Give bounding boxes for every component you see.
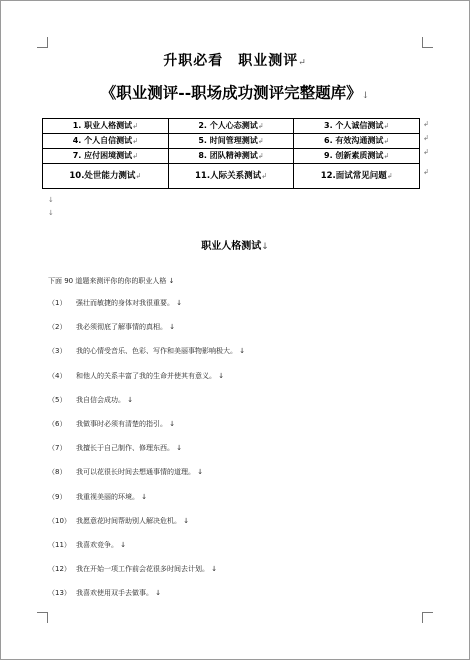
list-item [48,588,161,598]
list-item [48,540,126,550]
table-cell-4[interactable]: 4. 个人自信测试↲ [43,134,169,149]
crop-mark-top-left [37,37,48,48]
question-number: （9） [48,492,67,501]
question-text: 我可以花很长时间去想通事情的道理。 ↓ [76,468,204,477]
table-cell-2[interactable]: 2. 个人心态测试↲ [168,119,294,134]
list-item [48,467,203,477]
list-item [48,322,175,332]
row-end-mark: ↲ [423,148,429,156]
row-end-mark: ↲ [423,120,429,128]
question-text: 和他人的关系丰富了我的生命并使其有意义。 ↓ [76,371,225,380]
question-number: （7） [48,444,67,453]
question-text: 我喜欢使用双手去做事。 ↓ [76,589,162,598]
question-number: （11） [48,541,71,549]
question-text: 我重视美丽的环境。 ↓ [76,492,148,501]
crop-mark-bottom-left [37,612,48,623]
question-number: （1） [48,299,67,307]
document-title-text: 升职必看 职业测评 [163,53,299,69]
question-text: 我自信会成功。 ↓ [76,395,134,404]
table-cell-12[interactable]: 12.面试常见问题↲ [294,164,420,189]
question-number: （10） [48,516,71,525]
list-item [48,395,133,405]
question-number: （13） [48,589,71,598]
row-end-mark: ↲ [423,168,429,176]
table-cell-8[interactable]: 8. 团队精神测试↲ [168,149,294,164]
table-row [43,134,420,149]
paragraph-mark: ↓ [361,91,370,101]
question-number: （5） [48,395,67,404]
question-text: 我愿意花时间帮助别人解决危机。 ↓ [76,516,190,525]
question-text: 我喜欢竞争。 ↓ [76,541,127,549]
question-text: 我的心情受音乐、色彩、写作和美丽事物影响极大。 ↓ [76,347,246,356]
question-text: 我做事时必须有清楚的指引。 ↓ [76,420,176,428]
crop-mark-bottom-right [422,612,433,623]
question-text: 我必须彻底了解事情的真相。 ↓ [76,323,176,332]
paragraph-mark: ↓ [48,209,54,217]
question-text: 强壮而敏捷的身体对我很重要。 ↓ [76,299,183,307]
table-row [43,149,420,164]
table-cell-11[interactable]: 11.人际关系测试↲ [168,164,294,189]
intro-text: 下面 90 道题来测评你的你的职业人格 ↓ [48,277,175,285]
question-number: （2） [48,323,67,332]
list-item [48,492,147,502]
test-menu-table [42,118,420,189]
table-cell-7[interactable]: 7. 应付困境测试↲ [43,149,169,164]
question-number: （12） [48,565,71,574]
question-number: （4） [48,371,67,380]
table-cell-3[interactable]: 3. 个人诚信测试↲ [294,119,420,134]
question-number: （6） [48,420,67,428]
list-item [48,346,245,356]
question-text: 我擅长于自己制作、修理东西。 ↓ [76,444,183,453]
row-end-mark: ↲ [423,134,429,142]
document-title [0,50,470,70]
question-number: （3） [48,347,67,356]
table-cell-1[interactable]: 1. 职业人格测试↲ [43,119,169,134]
list-item [48,298,182,308]
list-item [48,419,175,429]
table-cell-9[interactable]: 9. 创新素质测试↲ [294,149,420,164]
document-subtitle-text: 《职业测评--职场成功测评完整题库》 [100,83,362,102]
section-title: 职业人格测试↓ [201,241,269,252]
table-row [43,119,420,134]
list-item [48,516,189,526]
question-text: 我在开始一项工作前会花很多时间去计划。 ↓ [76,565,218,574]
question-number: （8） [48,468,67,477]
table-cell-5[interactable]: 5. 时间管理测试↲ [168,134,294,149]
paragraph-mark: ↵ [298,58,307,68]
list-item [48,564,217,574]
list-item [48,371,224,381]
document-subtitle [0,81,470,103]
table-cell-10[interactable]: 10.处世能力测试↲ [43,164,169,189]
list-item [48,443,182,453]
crop-mark-top-right [422,37,433,48]
paragraph-mark: ↓ [48,196,54,204]
table-cell-6[interactable]: 6. 有效沟通测试↲ [294,134,420,149]
table-row [43,164,420,189]
